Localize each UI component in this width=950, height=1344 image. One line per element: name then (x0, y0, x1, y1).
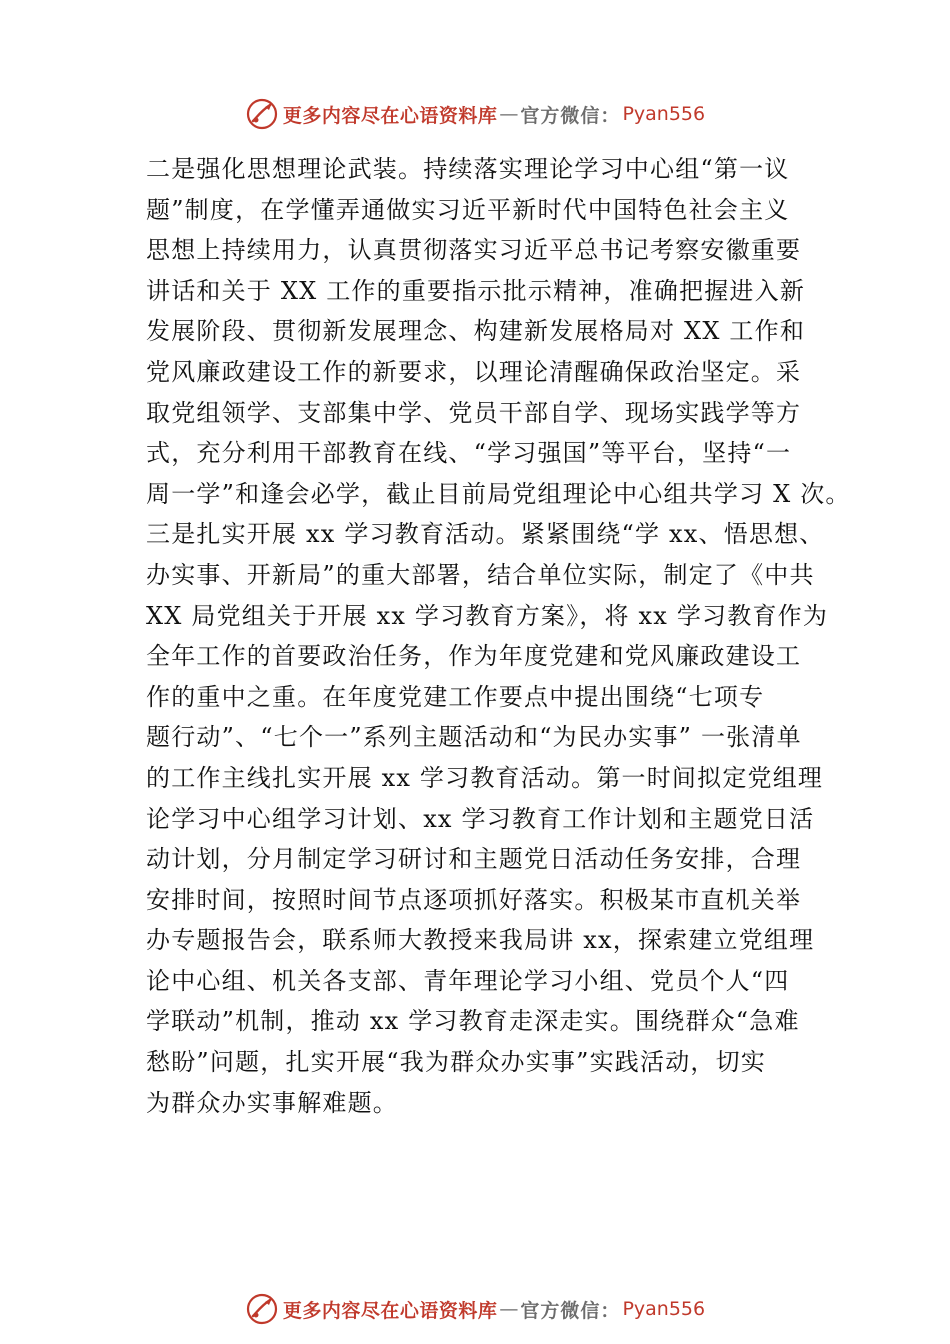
paragraph-line: 思想上持续用力，认真贯彻落实习近平总书记考察安徽重要 (146, 236, 802, 265)
paragraph-line: 式，充分利用干部教育在线、“学习强国”等平台，坚持“一 (146, 439, 792, 468)
paragraph-line: 发展阶段、贯彻新发展理念、构建新发展格局对 XX 工作和 (146, 317, 806, 346)
paragraph-line: 讲话和关于 XX 工作的重要指示批示精神，准确把握进入新 (146, 276, 806, 305)
watermark-wechat-label: 官方微信： (520, 1299, 621, 1322)
document-body (146, 149, 851, 1123)
paragraph-line: 安排时间，按照时间节点逐项抓好落实。积极某市直机关举 (146, 885, 802, 914)
watermark-brand-text: 更多内容尽在心语资料库 (282, 104, 498, 127)
paragraph-line: 愁盼”问题，扎实开展“我为群众办实事”实践活动，切实 (146, 1048, 767, 1077)
paragraph-line: 全年工作的首要政治任务，作为年度党建和党风廉政建设工 (146, 642, 802, 671)
pen-logo-icon (245, 1292, 279, 1326)
paragraph-line: 题行动”、“七个一”系列主题活动和“为民办实事” 一张清单 (146, 723, 802, 752)
paragraph-line: 为群众办实事解难题。 (146, 1088, 398, 1117)
watermark-wechat-account: Pyan556 (622, 103, 706, 125)
paragraph-line: 三是扎实开展 xx 学习教育活动。紧紧围绕“学 xx、悟思想、 (146, 520, 825, 549)
paragraph-line: XX 局党组关于开展 xx 学习教育方案》，将 xx 学习教育作为 (146, 601, 829, 630)
watermark-separator: — (499, 103, 519, 125)
paragraph-line: 论中心组、机关各支部、青年理论学习小组、党员个人“四 (146, 966, 790, 995)
paragraph-line: 动计划，分月制定学习研讨和主题党日活动任务安排，合理 (146, 845, 802, 874)
paragraph-line: 办实事、开新局”的重大部署，结合单位实际，制定了《中共 (146, 560, 815, 589)
paragraph-line: 办专题报告会，联系师大教授来我局讲 xx，探索建立党组理 (146, 926, 815, 955)
paragraph-line: 二是强化思想理论武装。持续落实理论学习中心组“第一议 (146, 155, 790, 183)
header-watermark-banner (0, 94, 950, 134)
watermark-wechat-account: Pyan556 (622, 1298, 706, 1320)
paragraph-line: 作的重中之重。在年度党建工作要点中提出围绕“七项专 (146, 682, 765, 711)
watermark-separator: — (499, 1298, 519, 1320)
paragraph-line: 的工作主线扎实开展 xx 学习教育活动。第一时间拟定党组理 (146, 763, 824, 792)
paragraph-line: 题”制度，在学懂弄通做实习近平新时代中国特色社会主义 (146, 195, 790, 224)
paragraph-line: 取党组领学、支部集中学、党员干部自学、现场实践学等方 (146, 398, 802, 427)
watermark-brand-text: 更多内容尽在心语资料库 (282, 1299, 498, 1322)
paragraph-line: 周一学”和逢会必学，截止目前局党组理论中心组共学习 X 次。 (146, 479, 851, 508)
paragraph-line: 学联动”机制，推动 xx 学习教育走深走实。围绕群众“急难 (146, 1007, 800, 1036)
paragraph-line: 论学习中心组学习计划、xx 学习教育工作计划和主题党日活 (146, 804, 815, 833)
footer-watermark-banner (0, 1289, 950, 1329)
paragraph-line: 党风廉政建设工作的新要求，以理论清醒确保政治坚定。采 (146, 357, 802, 386)
watermark-wechat-label: 官方微信： (520, 104, 621, 127)
pen-logo-icon (245, 97, 279, 131)
